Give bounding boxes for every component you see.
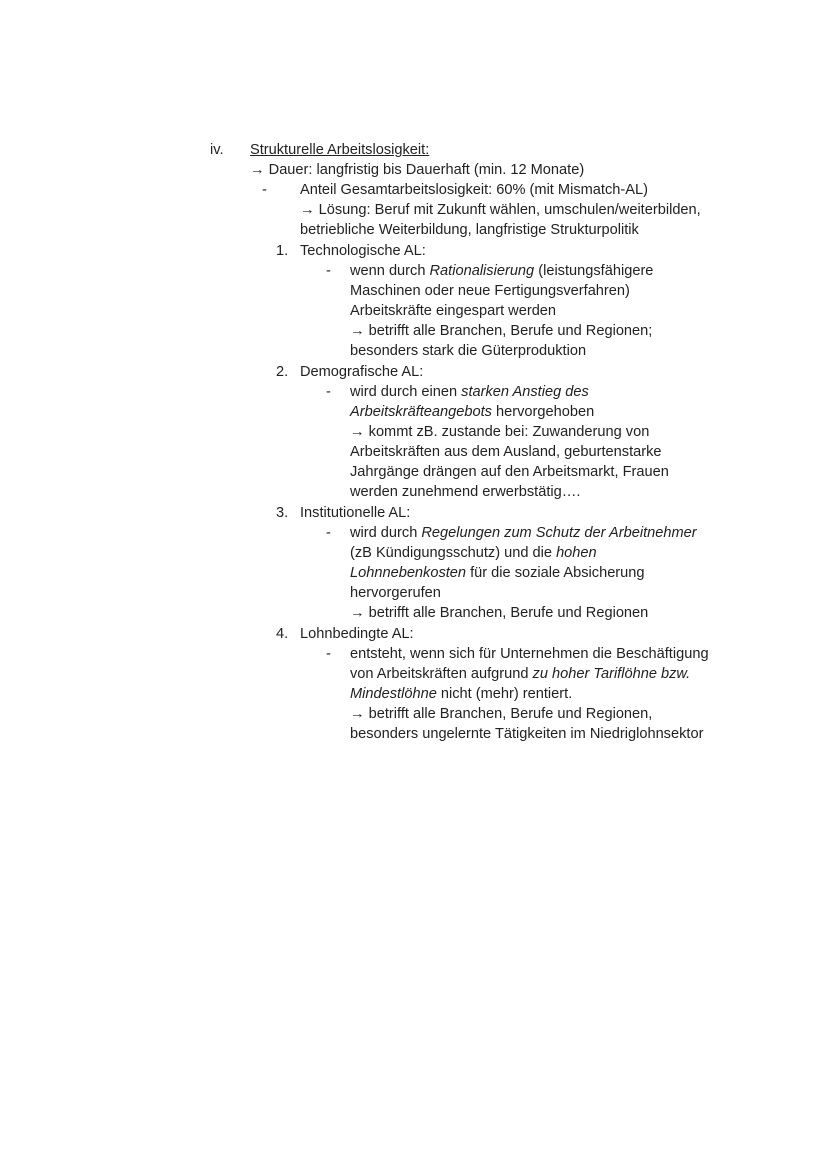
- item-text-line: → kommt zB. zustande bei: Zuwanderung von: [350, 424, 650, 440]
- item-text-line: Lohnnebenkosten für die soziale Absicherung: [350, 565, 645, 581]
- item-text-line: Mindestlöhne nicht (mehr) rentiert.: [350, 686, 573, 702]
- solution-line-cont: betriebliche Weiterbildung, langfristige Strukturpolitik: [300, 222, 639, 238]
- item-text-line: entsteht, wenn sich für Unternehmen die Beschäftigung: [350, 646, 709, 662]
- item-text-line: Jahrgänge drängen auf den Arbeitsmarkt, Frauen: [350, 464, 669, 480]
- item-text-line: (zB Kündigungsschutz) und die hohen: [350, 545, 597, 561]
- bullet-dash: -: [262, 182, 267, 198]
- item-text-line: wird durch Regelungen zum Schutz der Arbeitnehmer: [350, 525, 697, 541]
- section-marker: iv.: [210, 142, 224, 158]
- item-text-line: → betrifft alle Branchen, Berufe und Regionen;: [350, 323, 653, 339]
- item-title: Lohnbedingte AL:: [300, 626, 414, 642]
- item-title: Technologische AL:: [300, 243, 426, 259]
- duration-line: → Dauer: langfristig bis Dauerhaft (min. 12 Monate): [250, 162, 585, 178]
- item-dash: -: [326, 525, 331, 541]
- item-title: Institutionelle AL:: [300, 505, 411, 521]
- item-text-line: → betrifft alle Branchen, Berufe und Regionen: [350, 605, 649, 621]
- item-text-line: Arbeitskräfteangebots hervorgehoben: [350, 404, 595, 420]
- share-line: Anteil Gesamtarbeitslosigkeit: 60% (mit Mismatch-AL): [300, 182, 648, 198]
- item-dash: -: [326, 384, 331, 400]
- item-text-line: hervorgerufen: [350, 585, 441, 601]
- item-text-line: Arbeitskräften aus dem Ausland, geburtenstarke: [350, 444, 662, 460]
- item-text-line: besonders stark die Güterproduktion: [350, 343, 587, 359]
- item-number: 1.: [276, 243, 289, 259]
- item-text-line: Arbeitskräfte eingespart werden: [350, 303, 557, 319]
- section-title: Strukturelle Arbeitslosigkeit:: [250, 142, 430, 158]
- item-text-line: wird durch einen starken Anstieg des: [350, 384, 589, 400]
- item-text-line: → betrifft alle Branchen, Berufe und Regionen,: [350, 706, 653, 722]
- solution-line: → Lösung: Beruf mit Zukunft wählen, umschulen/weiterbilden,: [300, 202, 701, 218]
- item-dash: -: [326, 263, 331, 279]
- item-text-line: von Arbeitskräften aufgrund zu hoher Tariflöhne bzw.: [350, 666, 691, 682]
- item-title: Demografische AL:: [300, 364, 424, 380]
- item-number: 3.: [276, 505, 289, 521]
- item-text-line: wenn durch Rationalisierung (leistungsfähigere: [350, 263, 654, 279]
- item-text-line: werden zunehmend erwerbstätig….: [350, 484, 581, 500]
- item-text-line: Maschinen oder neue Fertigungsverfahren): [350, 283, 630, 299]
- item-dash: -: [326, 646, 331, 662]
- item-number: 4.: [276, 626, 289, 642]
- item-text-line: besonders ungelernte Tätigkeiten im Niedriglohnsektor: [350, 726, 704, 742]
- item-number: 2.: [276, 364, 289, 380]
